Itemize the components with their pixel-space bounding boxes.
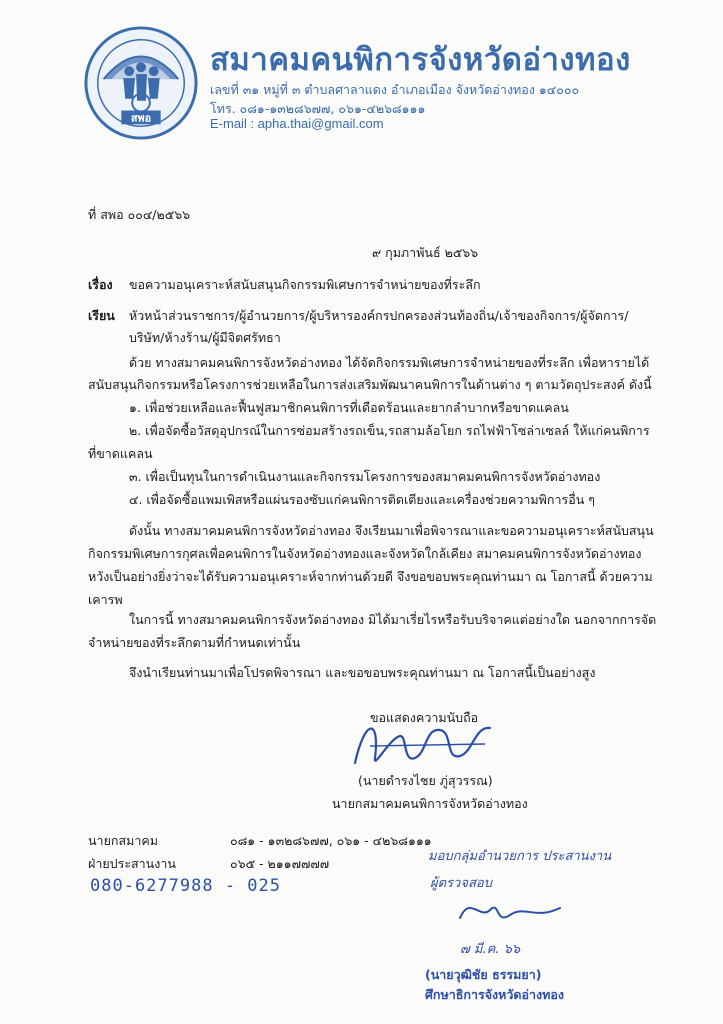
closing-phrase: ขอแสดงความนับถือ [370, 710, 479, 725]
paragraph-2-line-3: หวังเป็นอย่างยิ่งว่าจะได้รับความอนุเคราะห์จากท่านด้วยดี จึงขอขอบพระคุณท่านมา ณ โอกาสนี้ ด้วยความ [88, 569, 653, 584]
association-logo [82, 24, 200, 142]
handwritten-note-line-2: ผู้ตรวจสอบ [430, 876, 492, 891]
objective-item-2-line-1: ๒. เพื่อจัดซื้อวัสดุอุปกรณ์ในการซ่อมสร้างรถเข็น,รถสามล้อโยก รถไฟฟ้าโซล่าเซลล์ ให้แก่คนพิการ [129, 423, 650, 438]
contact-value-coordination: ๐๖๕ - ๒๑๑๗๗๗๗ [230, 856, 330, 871]
signature-scrawl [345, 708, 505, 778]
logo-text: สพอ [130, 111, 152, 125]
organization-address: เลขที่ ๓๑ หมู่ที่ ๓ ตำบลศาลาแดง อำเภอเมือง จังหวัดอ่างทอง ๑๔๐๐๐ [210, 82, 580, 97]
subject-text: ขอความอนุเคราะห์สนับสนุนกิจกรรมพิเศษการจำหน่ายของที่ระลึก [129, 277, 481, 292]
paragraph-1-line-1: ด้วย ทางสมาคมคนพิการจังหวัดอ่างทอง ได้จัดกิจกรรมพิเศษการจำหน่ายของที่ระลึก เพื่อหารายได้ [129, 355, 650, 370]
handwritten-date: ๗ มี.ค. ๖๖ [460, 942, 521, 957]
approver-title: ศึกษาธิการจังหวัดอ่างทอง [425, 987, 564, 1002]
paragraph-1-line-2: สนับสนุนกิจกรรมหรือโครงการช่วยเหลือในการส่งเสริมพัฒนาคนพิการในด้านต่าง ๆ ตามวัตถุประสงค์ ดังนี้ [88, 377, 652, 392]
paragraph-3-line-2: จำหน่ายของที่ระลึกตามที่กำหนดเท่านั้น [88, 635, 301, 650]
paragraph-2-line-4: เคารพ [88, 592, 123, 607]
objective-item-4: ๔. เพื่อจัดซื้อแพมเพิสหรือแผ่นรองซับแก่คนพิการติดเตียงและเครื่องช่วยความพิการอื่น ๆ [129, 492, 595, 507]
signer-name: (นายดำรงไชย ภู่สุวรรณ) [358, 773, 493, 788]
paragraph-3-line-1: ในการนี้ ทางสมาคมคนพิการจังหวัดอ่างทอง มิได้มาเรี่ยไรหรือรับบริจาคแต่อย่างใด นอกจากการจัด [129, 612, 657, 627]
letter-date: ๙ กุมภาพันธ์ ๒๕๖๖ [372, 245, 479, 260]
recipient-line-2: บริษัท/ห้างร้าน/ผู้มีจิตศรัทธา [129, 330, 281, 345]
paragraph-2-line-1: ดังนั้น ทางสมาคมคนพิการจังหวัดอ่างทอง จึงเรียนมาเพื่อพิจารณาและขอความอนุเคราะห์สนับสนุน [129, 523, 654, 538]
handwritten-note-line-1: มอบกลุ่มอำนวยการ ประสานงาน [428, 849, 612, 864]
objective-item-3: ๓. เพื่อเป็นทุนในการดำเนินงานและกิจกรรมโครงการของสมาคมคนพิการจังหวัดอ่างทอง [129, 469, 601, 484]
recipient-line-1: หัวหน้าส่วนราชการ/ผู้อำนวยการ/ผู้บริหารองค์กรปกครองส่วนท้องถิ่น/เจ้าของกิจการ/ผู้จัดการ/ [129, 308, 629, 323]
objective-item-2-line-2: ที่ขาดแคลน [88, 446, 153, 461]
organization-name: สมาคมคนพิการจังหวัดอ่างทอง [210, 42, 631, 78]
contact-label-president: นายกสมาคม [88, 833, 158, 848]
organization-email: E-mail : apha.thai@gmail.com [210, 116, 384, 131]
handwritten-phone: 080-6277988 - 025 [90, 876, 281, 896]
approver-name: (นายวุฒิชัย ธรรมยา) [425, 967, 542, 982]
objective-item-1: ๑. เพื่อช่วยเหลือและฟื้นฟูสมาชิกคนพิการที่เดือดร้อนและยากลำบากหรือขาดแคลน [129, 400, 569, 415]
recipient-label: เรียน [88, 308, 115, 323]
organization-phone: โทร. ๐๘๑-๑๓๒๘๖๗๗, ๐๖๑-๔๒๖๘๑๑๑ [210, 101, 426, 116]
paragraph-2-line-2: กิจกรรมพิเศษการกุศลเพื่อคนพิการในจังหวัดอ่างทองและจังหวัดใกล้เคียง สมาคมคนพิการจังหวัดอ่างทอง [88, 546, 642, 561]
reference-number: ที่ สพอ ๐๐๔/๒๕๖๖ [88, 207, 191, 222]
approver-signature [455, 890, 565, 930]
signer-title: นายกสมาคมคนพิการจังหวัดอ่างทอง [332, 796, 528, 811]
paragraph-4: จึงนำเรียนท่านมาเพื่อโปรดพิจารณา และขอขอบพระคุณท่านมา ณ โอกาสนี้เป็นอย่างสูง [129, 665, 596, 680]
contact-value-president: ๐๘๑ - ๑๓๒๘๖๗๗, ๐๖๑ - ๔๒๖๘๑๑๑ [230, 833, 432, 848]
subject-label: เรื่อง [88, 277, 113, 292]
contact-label-coordination: ฝ่ายประสานงาน [88, 856, 176, 871]
